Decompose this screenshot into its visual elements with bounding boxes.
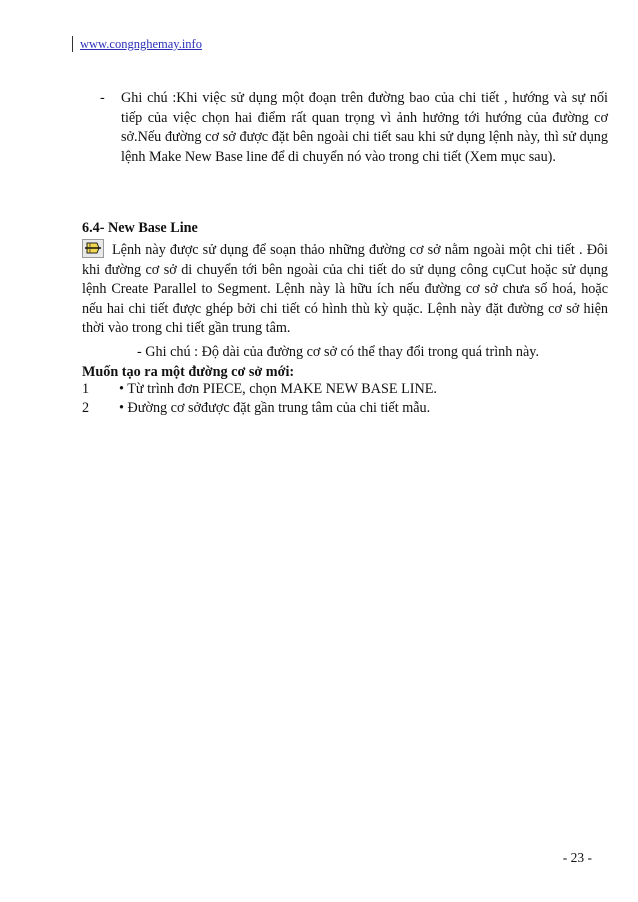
note-block bbox=[100, 89, 608, 167]
section-paragraph bbox=[82, 239, 608, 339]
section-paragraph-text: Lệnh này được sử dụng để soạn thảo những đường cơ sở nằm ngoài một chi tiết . Đôi khi đường cơ sở di chuyển tới bên ngoài của chi tiết do sử dụng công cụCut hoặc sử dụng lệnh Create Parallel to Segment. Lệnh này là hữu ích nếu đường cơ sở chưa số hoá, hoặc nếu hai chi tiết được ghép bởi chi tiết có hình thù kỳ quặc. Lệnh này đặt đường cơ sở hiện thời vào trong chi tiết gần trung tâm. bbox=[82, 242, 608, 336]
header-url-link[interactable]: www.congnghemay.info bbox=[80, 37, 202, 51]
page-header bbox=[72, 36, 202, 52]
step-text: • Từ trình đơn PIECE, chọn MAKE NEW BASE LINE. bbox=[119, 381, 437, 397]
howto-title: Muốn tạo ra một đường cơ sở mới: bbox=[82, 364, 295, 380]
step-number: 1 bbox=[82, 381, 90, 397]
section-title: 6.4- New Base Line bbox=[82, 220, 198, 236]
step-number: 2 bbox=[82, 400, 90, 416]
new-base-line-tool-icon bbox=[82, 239, 104, 258]
note-text: Ghi chú :Khi việc sử dụng một đoạn trên đường bao của chi tiết , hướng và sự nối tiếp của việc chọn hai điểm rất quan trọng vì ảnh hưởng tới hướng của đường cơ sở.Nếu đường cơ sở được đặt bên ngoài chi tiết sau khi sử dụng lệnh này, thì sử dụng lệnh Make New Base line để di chuyển nó vào trong chi tiết (Xem mục sau). bbox=[121, 90, 608, 165]
length-note: - Ghi chú : Độ dài của đường cơ sở có thể thay đổi trong quá trình này. bbox=[137, 344, 540, 360]
page-number: - 23 - bbox=[562, 850, 592, 865]
note-dash: - bbox=[100, 90, 105, 106]
step-text: • Đường cơ sởđược đặt gần trung tâm của chi tiết mẫu. bbox=[119, 400, 431, 416]
